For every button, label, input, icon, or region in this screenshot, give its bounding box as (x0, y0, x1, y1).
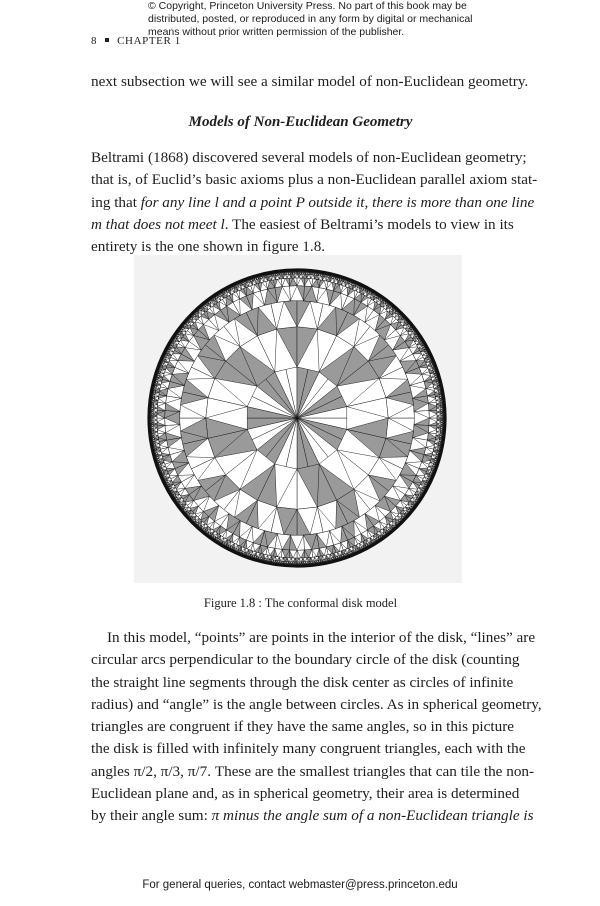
text-line: circular arcs perpendicular to the boundary circle of the disk (counting (91, 651, 520, 669)
copyright-line: means without prior written permission of the publisher. (148, 26, 405, 38)
text-line: the straight line segments through the disk center as circles of infinite (91, 673, 514, 691)
text-line (91, 192, 535, 214)
running-head (91, 35, 181, 47)
text-line: angles π/2, π/3, π/7. These are the smallest triangles that can tile the non- (91, 762, 535, 780)
conformal-disk-figure (134, 255, 462, 583)
text-line: Beltrami (1868) discovered several models of non-Euclidean geometry; (91, 149, 527, 166)
text-line: In this model, “points” are points in the interior of the disk, “lines” are (107, 629, 536, 646)
section-heading: Models of Non-Euclidean Geometry (188, 114, 413, 130)
copyright-line: distributed, posted, or reproduced in any form by digital or mechanical (148, 13, 473, 25)
page-number: 8 (91, 35, 98, 47)
figure-caption: Figure 1.8 : The conformal disk model (203, 596, 398, 610)
footer-contact: For general queries, contact webmaster@press.princeton.edu (142, 879, 458, 891)
text-line: next subsection we will see a similar model of non-Euclidean geometry. (91, 73, 529, 90)
text-run: by their angle sum: (91, 807, 212, 825)
italic-run: π minus the angle sum of a non-Euclidean triangle is (211, 807, 534, 825)
text-line: that is, of Euclid’s basic axioms plus a non-Euclidean parallel axiom stat- (91, 171, 538, 189)
italic-run: for any line l and a point P outside it, there is more than one line (140, 193, 535, 211)
intro-text (91, 71, 529, 93)
paragraph-2 (91, 627, 542, 828)
text-run: ing that (91, 193, 141, 211)
text-line: entirety is the one shown in figure 1.8. (91, 238, 326, 256)
text-run: . The easiest of Beltrami’s models to view in its (224, 215, 514, 233)
text-line: Euclidean plane and, as in spherical geometry, their area is determined (91, 785, 520, 803)
bullet-separator (105, 38, 109, 42)
paragraph-1 (91, 147, 538, 258)
copyright-line: © Copyright, Princeton University Press. No part of this book may be (148, 0, 467, 12)
hyperbolic-tiling-image (134, 255, 462, 583)
text-line (91, 805, 534, 827)
text-line: radius) and “angle” is the angle between circles. As in spherical geometry, (91, 695, 542, 713)
italic-run: m that does not meet l (91, 215, 225, 233)
text-line: the disk is filled with infinitely many congruent triangles, each with the (91, 740, 526, 758)
copyright-notice (148, 0, 478, 39)
text-line (91, 214, 514, 236)
chapter-label: CHAPTER 1 (117, 35, 181, 47)
text-line: triangles are congruent if they have the same angles, so in this picture (91, 718, 515, 736)
